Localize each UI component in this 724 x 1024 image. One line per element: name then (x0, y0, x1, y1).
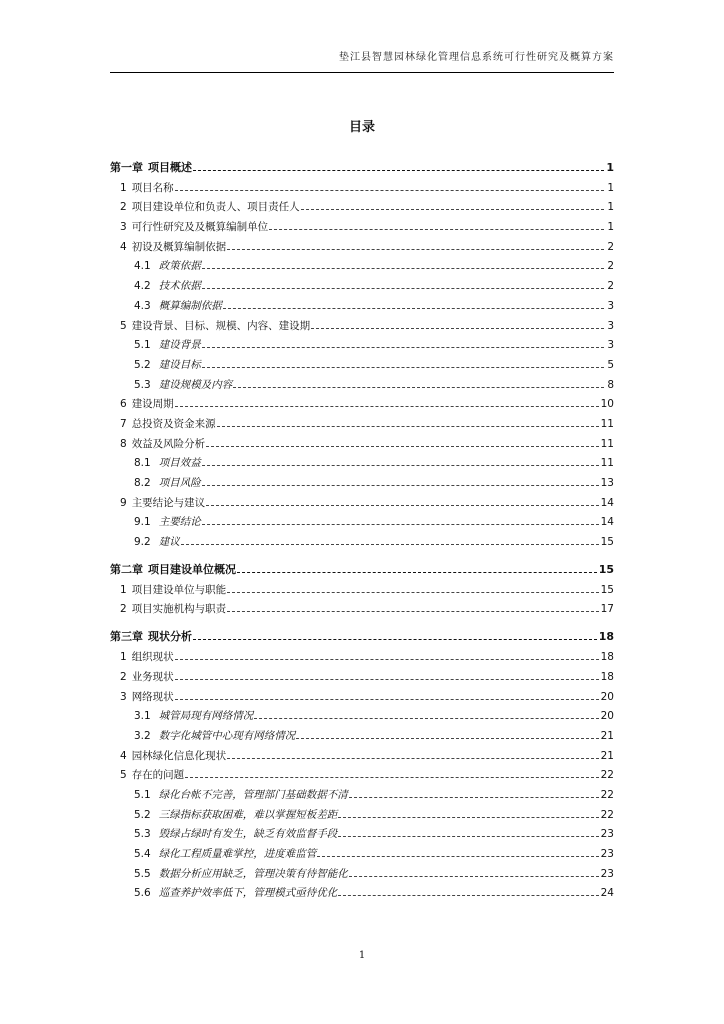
toc-entry-title: 绿化台帐不完善，管理部门基础数据不清 (158, 788, 348, 801)
toc-dot-leader (193, 639, 597, 640)
toc-entry[interactable] (110, 509, 614, 529)
toc-entry-page: 8 (607, 378, 614, 391)
toc-dot-leader (202, 524, 599, 525)
toc-entry-page: 22 (600, 808, 614, 821)
toc-entry[interactable] (110, 860, 614, 880)
header-rule (110, 72, 614, 73)
toc-entry-title: 绿化工程质量难掌控，进度难监管 (158, 848, 317, 860)
toc-entry[interactable] (110, 272, 614, 292)
toc-entry[interactable] (110, 351, 614, 371)
toc-entry-number: 9.2 (134, 536, 151, 549)
toc-entry-number: 5.2 (134, 358, 151, 371)
toc-dot-leader (301, 209, 604, 210)
toc-entry-page: 11 (600, 437, 614, 450)
toc-dot-leader (349, 797, 599, 798)
toc-dot-leader (185, 777, 598, 778)
toc-entry-number: 5.1 (134, 339, 151, 352)
toc-entry-title: 园林绿化信息化现状 (131, 749, 227, 762)
toc-entry-number: 3.1 (134, 710, 151, 723)
toc-entry-title: 主要结论与建议 (131, 496, 206, 509)
toc-dot-leader (227, 611, 598, 612)
toc-dot-leader (338, 817, 598, 818)
toc-entry-number: 1 (120, 651, 127, 664)
toc-entry-title: 毁绿占绿时有发生，缺乏有效监督手段 (158, 828, 338, 841)
toc-entry[interactable] (110, 332, 614, 352)
toc-entry-number: 4.1 (134, 260, 151, 273)
toc-entry-page: 18 (600, 651, 614, 664)
toc-dot-leader (227, 758, 598, 759)
toc-entry[interactable] (110, 742, 614, 762)
toc-entry[interactable] (110, 194, 614, 214)
toc-entry-title: 建议 (158, 536, 180, 549)
toc-entry[interactable] (110, 663, 614, 683)
toc-entry-number: 5 (120, 769, 127, 782)
toc-entry-page: 15 (600, 536, 614, 549)
toc-entry-number: 5.6 (134, 887, 151, 900)
toc-entry[interactable] (110, 174, 614, 194)
toc-entry[interactable] (110, 391, 614, 411)
toc-entry[interactable] (110, 371, 614, 391)
toc-entry-number: 8 (120, 437, 127, 450)
toc-entry-title: 项目风险 (158, 477, 201, 489)
toc-entry-page: 24 (600, 887, 614, 900)
toc-entry-page: 3 (607, 319, 614, 332)
toc-dot-leader (202, 485, 599, 486)
toc-entry-number: 第三章 (110, 630, 143, 644)
toc-entry-title: 数字化城管中心现有网络情况 (158, 729, 296, 742)
toc-entry-number: 3 (120, 690, 127, 703)
toc-entry-title: 项目建设单位与职能 (131, 583, 227, 596)
toc-entry-title: 三绿指标获取困难，难以掌握短板差距 (158, 808, 338, 821)
page-number: 1 (358, 950, 366, 961)
toc-entry-number: 第一章 (110, 161, 143, 174)
toc-entry-title: 效益及风险分析 (131, 437, 206, 450)
toc-entry-page: 17 (600, 603, 614, 616)
toc-entry-page: 23 (600, 828, 614, 841)
toc-entry-title: 技术依据 (158, 280, 201, 293)
toc-dot-leader (227, 592, 598, 593)
toc-entry-title: 初设及概算编制依据 (131, 240, 227, 253)
toc-entry-number: 4.3 (134, 299, 151, 312)
toc-entry-page: 10 (600, 398, 614, 411)
toc-entry-title: 网络现状 (131, 690, 174, 703)
toc-entry[interactable] (110, 722, 614, 742)
toc-dot-leader (175, 190, 604, 191)
toc-entry-number: 2 (120, 670, 127, 683)
toc-dot-leader (237, 572, 597, 573)
toc-dot-leader (223, 308, 604, 309)
toc-entry-page: 3 (607, 339, 614, 352)
toc-entry-number: 8.2 (134, 477, 151, 489)
toc-dot-leader (227, 249, 604, 250)
toc-dot-leader (206, 446, 598, 447)
toc-entry[interactable] (110, 430, 614, 450)
toc-chapter-entry[interactable] (110, 552, 614, 576)
toc-dot-leader (202, 288, 604, 289)
toc-entry-number: 5.1 (134, 788, 151, 801)
toc-entry-number: 6 (120, 398, 127, 411)
toc-entry-number: 5.4 (134, 848, 151, 860)
toc-entry-number: 3.2 (134, 729, 151, 742)
toc-entry-title: 建设周期 (131, 398, 174, 411)
toc-entry-title: 数据分析应用缺乏，管理决策有待智能化 (158, 867, 348, 880)
toc-entry-page: 5 (607, 358, 614, 371)
toc-dot-leader (206, 505, 598, 506)
toc-dot-leader (175, 699, 599, 700)
toc-dot-leader (202, 465, 599, 466)
toc-entry-title: 项目建设单位概况 (148, 563, 236, 577)
toc-entry[interactable] (110, 781, 614, 801)
toc-entry-title: 组织现状 (131, 651, 174, 664)
toc-dot-leader (254, 718, 598, 719)
toc-entry-title: 建设规模及内容 (158, 378, 233, 391)
toc-entry-number: 5.3 (134, 828, 151, 841)
toc-entry-page: 1 (607, 201, 614, 214)
toc-entry[interactable] (110, 410, 614, 430)
toc-entry-page: 1 (606, 161, 614, 174)
toc-entry[interactable] (110, 253, 614, 273)
toc-entry-title: 可行性研究及及概算编制单位 (131, 221, 269, 234)
toc-entry[interactable] (110, 643, 614, 663)
toc-entry-page: 3 (607, 299, 614, 312)
toc-dot-leader (338, 836, 598, 837)
toc-entry-number: 5.3 (134, 378, 151, 391)
toc-dot-leader (181, 544, 599, 545)
toc-entry-title: 项目效益 (158, 457, 201, 470)
toc-entry[interactable] (110, 469, 614, 489)
toc-entry[interactable] (110, 762, 614, 782)
toc-entry-number: 2 (120, 201, 127, 214)
toc-entry-page: 11 (600, 417, 614, 430)
toc-entry-page: 14 (600, 496, 614, 509)
toc-entry[interactable] (110, 821, 614, 841)
toc-entry-page: 20 (600, 690, 614, 703)
toc-entry-page: 2 (607, 280, 614, 293)
toc-dot-leader (175, 679, 599, 680)
toc-entry-page: 18 (598, 630, 614, 644)
toc-entry-page: 22 (600, 788, 614, 801)
toc-entry[interactable] (110, 312, 614, 332)
toc-dot-leader (217, 426, 599, 427)
toc-entry[interactable] (110, 576, 614, 596)
toc-dot-leader (269, 229, 604, 230)
toc-entry-page: 1 (607, 221, 614, 234)
toc-dot-leader (338, 895, 598, 896)
toc-entry[interactable] (110, 596, 614, 616)
toc-entry-page: 2 (607, 240, 614, 253)
toc-entry-page: 15 (598, 563, 614, 577)
toc-dot-leader (175, 406, 599, 407)
toc-entry-title: 总投资及资金来源 (131, 417, 216, 430)
toc-entry[interactable] (110, 703, 614, 723)
toc-chapter-entry[interactable] (110, 619, 614, 643)
toc-entry-number: 9.1 (134, 516, 151, 529)
toc-entry-number: 8.1 (134, 457, 151, 470)
toc-entry-number: 2 (120, 603, 127, 616)
toc-entry-title: 现状分析 (148, 630, 192, 644)
toc-entry-title: 项目实施机构与职责 (131, 603, 227, 616)
toc-entry-title: 建设背景、目标、规模、内容、建设期 (131, 319, 311, 332)
toc-entry[interactable] (110, 450, 614, 470)
toc-entry-page: 18 (600, 670, 614, 683)
toc-entry[interactable] (110, 489, 614, 509)
toc-dot-leader (233, 387, 604, 388)
toc-entry-title: 项目建设单位和负责人、项目责任人 (131, 201, 300, 214)
toc-entry[interactable] (110, 213, 614, 233)
page-header: 垫江县智慧园林绿化管理信息系统可行性研究及概算方案 (339, 52, 614, 63)
toc-entry-page: 13 (600, 477, 614, 489)
toc-entry[interactable] (110, 880, 614, 900)
table-of-contents (110, 150, 614, 899)
toc-entry[interactable] (110, 528, 614, 548)
toc-entry-title: 城管局现有网络情况 (158, 710, 254, 723)
toc-entry[interactable] (110, 292, 614, 312)
toc-entry-page: 1 (607, 181, 614, 194)
toc-dot-leader (311, 328, 604, 329)
toc-entry-page: 21 (600, 729, 614, 742)
toc-entry-page: 15 (600, 583, 614, 596)
toc-entry-title: 概算编制依据 (158, 299, 222, 312)
toc-entry-number: 5.2 (134, 808, 151, 821)
toc-entry-number: 3 (120, 221, 127, 234)
toc-entry[interactable] (110, 840, 614, 860)
toc-entry-title: 存在的问题 (131, 769, 185, 782)
toc-entry[interactable] (110, 683, 614, 703)
toc-entry-page: 23 (600, 867, 614, 880)
toc-dot-leader (349, 876, 599, 877)
toc-entry-title: 建设背景 (158, 339, 201, 352)
toc-entry-number: 7 (120, 417, 127, 430)
toc-dot-leader (317, 856, 598, 857)
toc-entry-page: 14 (600, 516, 614, 529)
toc-entry-number: 5.5 (134, 867, 151, 880)
toc-entry-title: 项目概述 (148, 161, 192, 174)
toc-entry-page: 2 (607, 260, 614, 273)
toc-entry-title: 巡查养护效率低下，管理模式亟待优化 (158, 887, 338, 900)
toc-entry-page: 11 (600, 457, 614, 470)
toc-entry-title: 政策依据 (158, 260, 201, 273)
toc-entry-number: 4 (120, 240, 127, 253)
toc-entry-page: 22 (600, 769, 614, 782)
toc-entry-page: 21 (600, 749, 614, 762)
toc-entry-page: 23 (600, 848, 614, 860)
toc-dot-leader (202, 367, 604, 368)
toc-entry-title: 项目名称 (131, 181, 174, 194)
toc-entry-number: 1 (120, 181, 127, 194)
toc-entry-title: 建设目标 (158, 358, 201, 371)
toc-entry-number: 4 (120, 749, 127, 762)
toc-entry-page: 20 (600, 710, 614, 723)
toc-entry-number: 第二章 (110, 563, 143, 577)
toc-title: 目录 (348, 120, 375, 135)
toc-entry[interactable] (110, 801, 614, 821)
toc-dot-leader (193, 170, 604, 171)
toc-dot-leader (175, 659, 599, 660)
toc-entry-number: 5 (120, 319, 127, 332)
toc-entry-title: 主要结论 (158, 516, 201, 529)
toc-entry-number: 9 (120, 496, 127, 509)
toc-chapter-entry[interactable] (110, 150, 614, 174)
toc-entry-title: 业务现状 (131, 670, 174, 683)
toc-dot-leader (202, 268, 604, 269)
toc-entry[interactable] (110, 233, 614, 253)
toc-dot-leader (202, 347, 604, 348)
toc-entry-number: 4.2 (134, 280, 151, 293)
toc-dot-leader (296, 738, 598, 739)
toc-entry-number: 1 (120, 583, 127, 596)
